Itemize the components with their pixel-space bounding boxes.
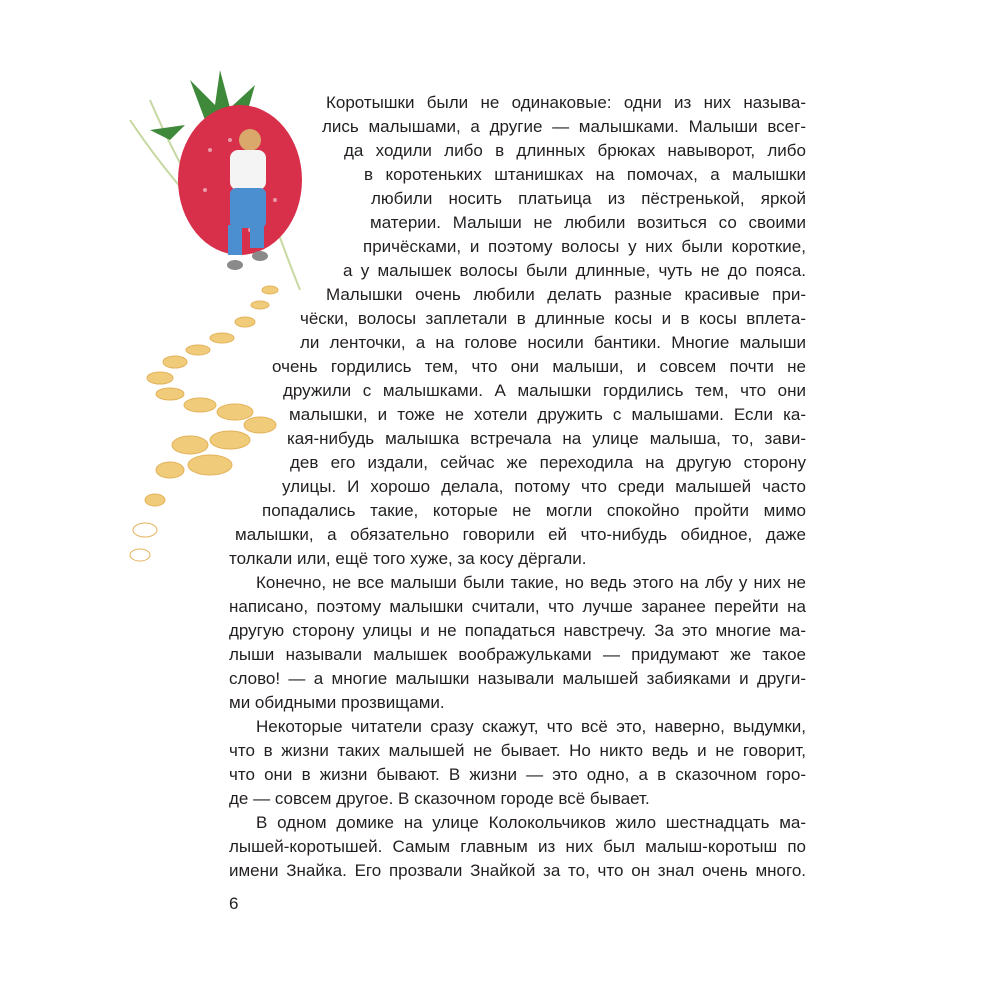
text-line: Коротышки были не одинаковые: одни из них называ- — [326, 93, 806, 112]
text-line: лись малышами, а другие — малышками. Малыши всег- — [322, 117, 806, 136]
text-line: любили носить платьица из пёстренькой, яркой — [371, 189, 806, 208]
text-line: что в жизни таких малышей не бывает. Но никто ведь и не говорит, — [229, 741, 806, 760]
text-line: де — совсем другое. В сказочном городе всё бывает. — [229, 789, 650, 808]
text-line: причёсками, и поэтому волосы у них были короткие, — [363, 237, 806, 256]
text-line: Малышки очень любили делать разные красивые при- — [326, 285, 806, 304]
text-line: а у малышек волосы были длинные, чуть не до пояса. — [343, 261, 806, 280]
text-line: другую сторону улицы и не попадаться навстречу. За это многие ма- — [229, 621, 806, 640]
text-line: Конечно, не все малыши были такие, но ведь этого на лбу у них не — [256, 573, 806, 592]
text-line: в коротеньких штанишках на помочах, а малышки — [364, 165, 806, 184]
text-line: материи. Малыши не любили возиться со своими — [370, 213, 806, 232]
text-line: дев его издали, сейчас же переходила на другую сторону — [290, 453, 806, 472]
text-line: да ходили либо в длинных брюках навыворот, либо — [344, 141, 806, 160]
text-line: слово! — а многие малышки называли малышей забияками и други- — [229, 669, 806, 688]
text-line: чёски, волосы заплетали в длинные косы и в косы вплета- — [300, 309, 806, 328]
text-line: лышей-коротышей. Самым главным из них был малыш-коротыш по — [229, 837, 806, 856]
text-line: В одном домике на улице Колокольчиков жило шестнадцать ма- — [256, 813, 806, 832]
text-line: Некоторые читатели сразу скажут, что всё это, наверно, выдумки, — [256, 717, 806, 736]
stepping-stones-icon — [130, 286, 278, 561]
text-line: дружили с малышками. А малышки гордились тем, что они — [283, 381, 806, 400]
text-line: имени Знайка. Его прозвали Знайкой за то, что он знал очень много. — [229, 861, 806, 880]
text-line: что они в жизни бывают. В жизни — это одно, а в сказочном горо- — [229, 765, 806, 784]
text-line: написано, поэтому малышки считали, что лучше заранее перейти на — [229, 597, 806, 616]
text-line: толкали или, ещё того хуже, за косу дёргали. — [229, 549, 587, 568]
text-line: малышки, и тоже не хотели дружить с малышами. Если ка- — [289, 405, 806, 424]
text-line: ми обидными прозвищами. — [229, 693, 445, 712]
page-number: 6 — [229, 894, 239, 913]
text-line: очень гордились тем, что они малыши, и совсем почти не — [272, 357, 806, 376]
text-line: ли ленточки, а на голове носили бантики. Многие малыши — [300, 333, 806, 352]
text-line: кая-нибудь малышка встречала на улице малыша, то, зави- — [287, 429, 806, 448]
text-line: попадались такие, которые не могли спокойно пройти мимо — [262, 501, 806, 520]
text-line: малышки, а обязательно говорили ей что-нибудь обидное, даже — [235, 525, 806, 544]
text-line: улицы. И хорошо делала, потому что среди малышей часто — [282, 477, 806, 496]
text-line: лыши называли малышек воображульками — придумают же такое — [229, 645, 806, 664]
